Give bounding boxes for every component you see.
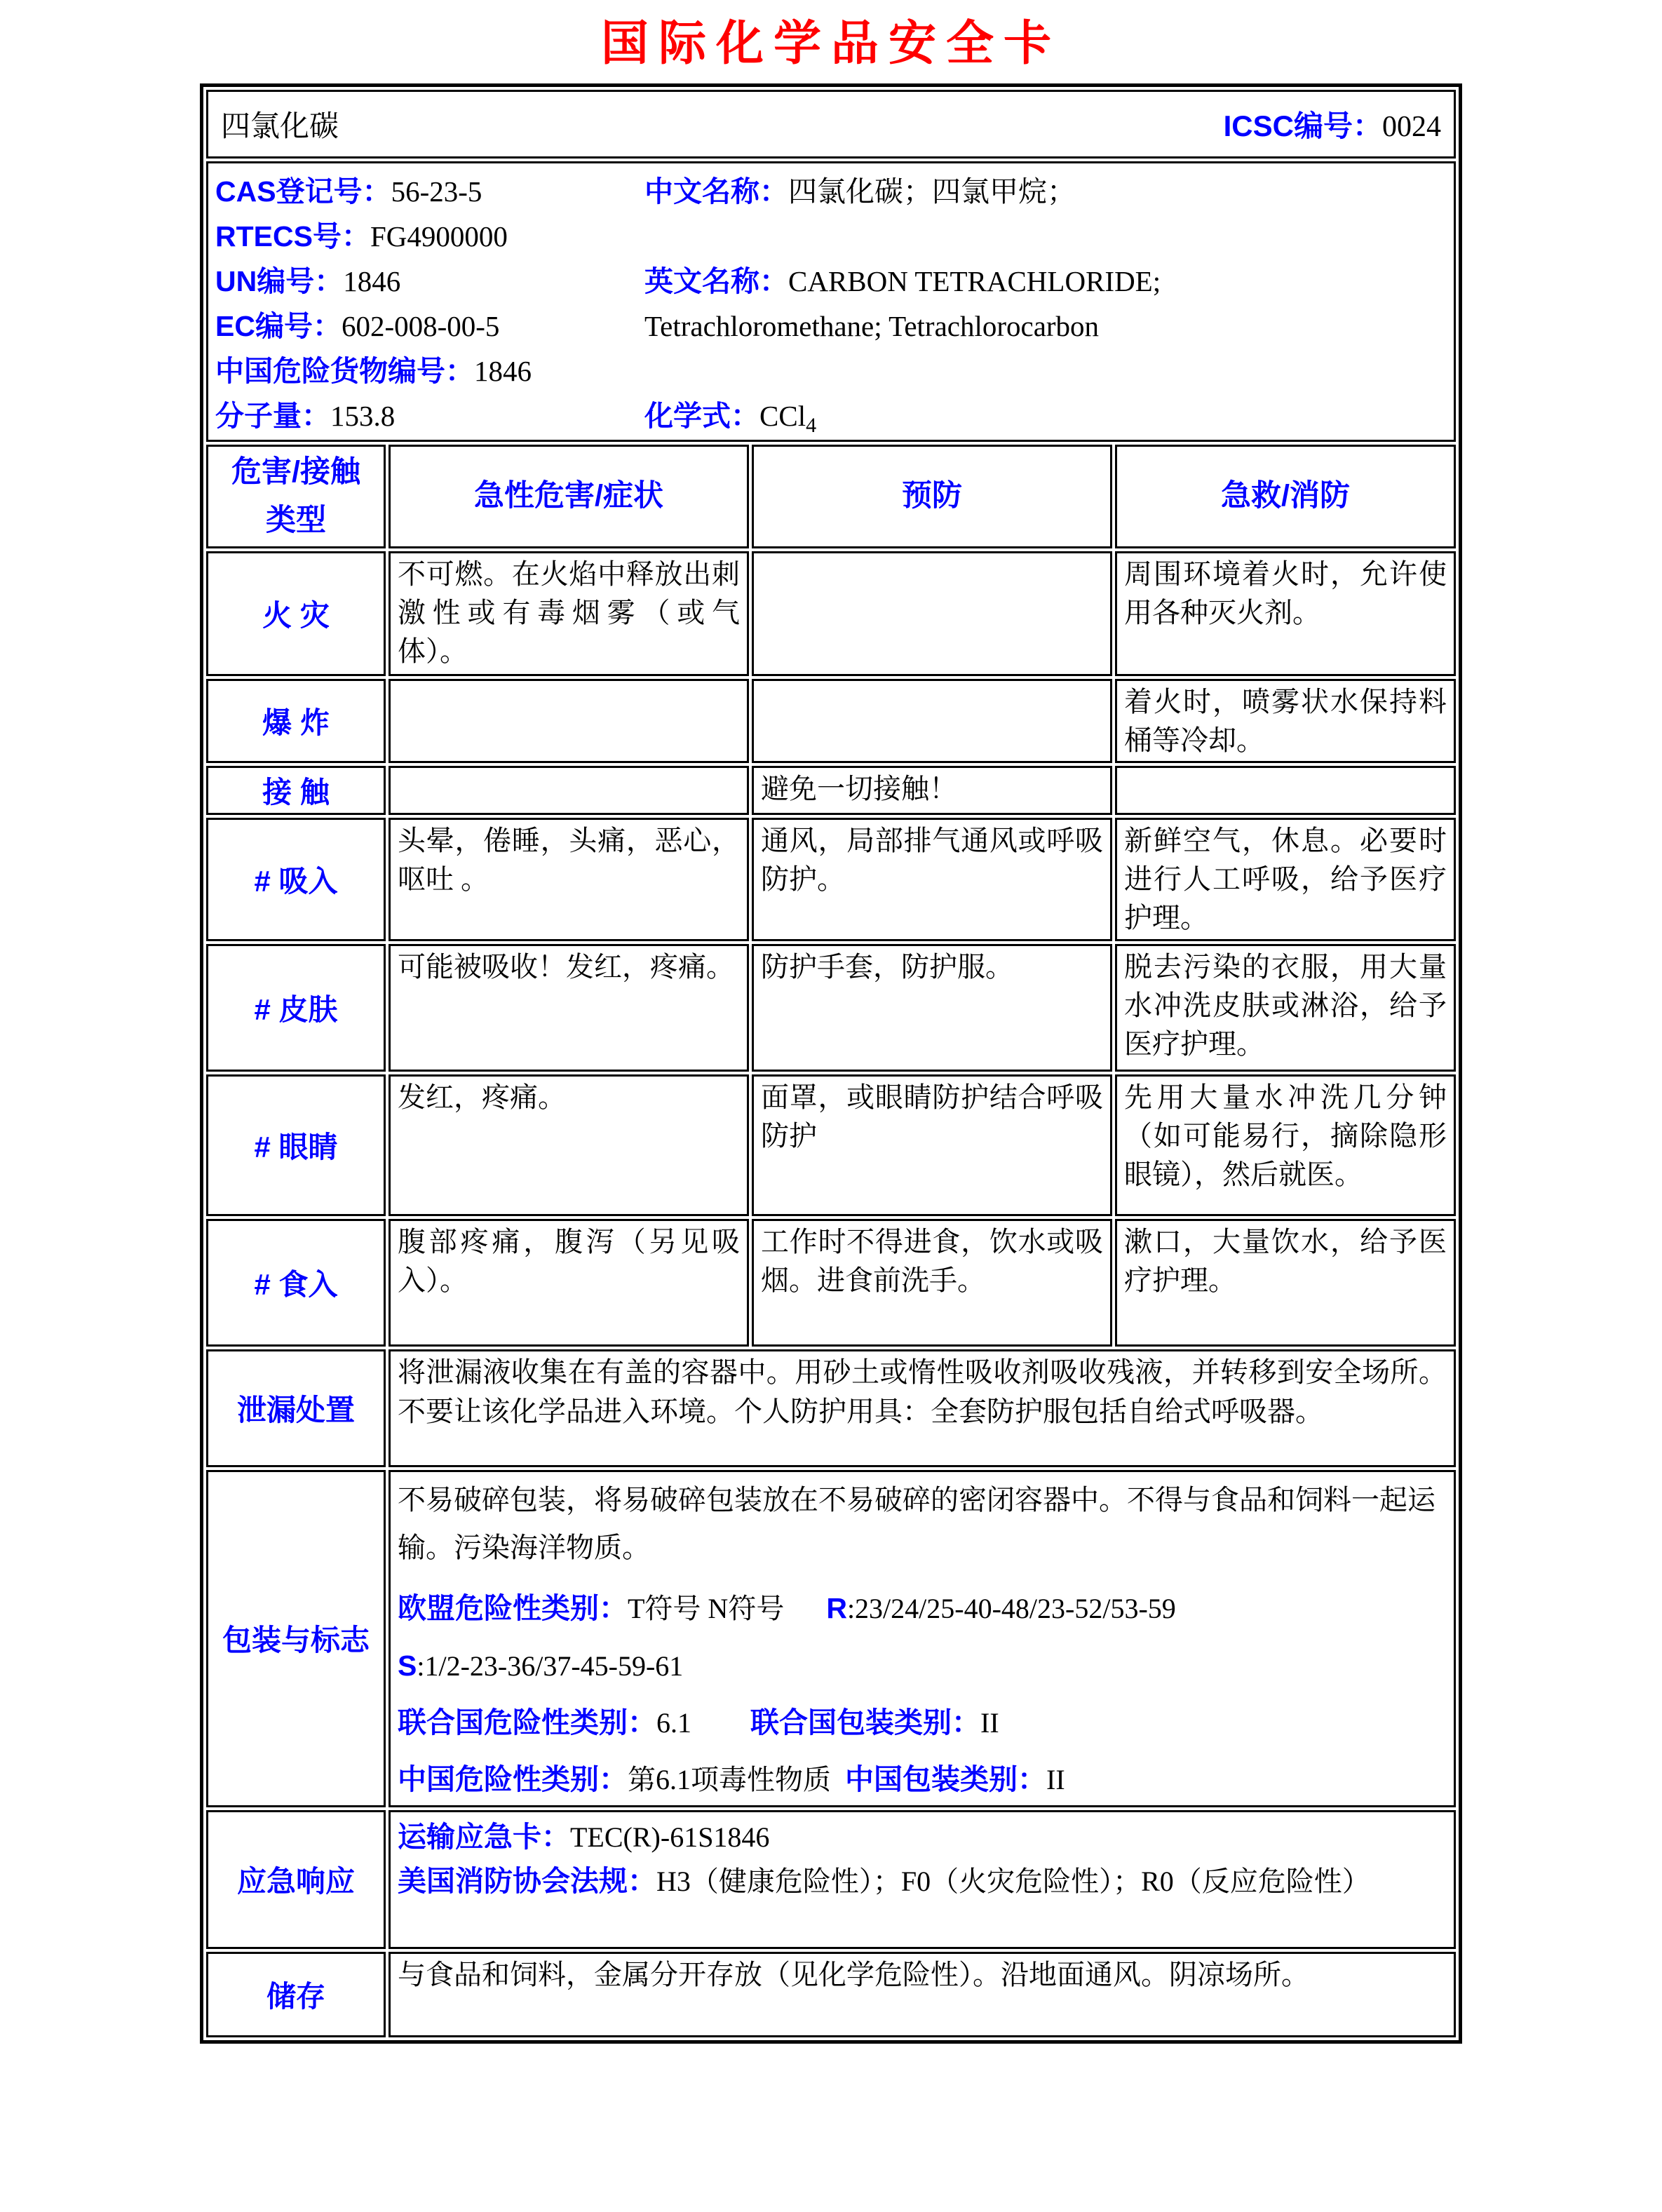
eyes-prevention: 面罩，或眼睛防护结合呼吸防护 bbox=[752, 1074, 1112, 1216]
skin-symptoms: 可能被吸收！发红，疼痛。 bbox=[389, 944, 749, 1072]
formula-subscript: 4 bbox=[806, 414, 817, 438]
r-phrases-label: R bbox=[826, 1592, 847, 1625]
header-first-aid: 急救/消防 bbox=[1115, 445, 1456, 548]
fire-first-aid: 周围环境着火时，允许使用各种灭火剂。 bbox=[1115, 551, 1456, 676]
fire-symptoms: 不可燃。在火焰中释放出刺激性或有毒烟雾（或气体）。 bbox=[389, 551, 749, 676]
blank-line bbox=[644, 214, 1447, 259]
eu-hazard-line bbox=[398, 1588, 1447, 1629]
storage-row bbox=[206, 1952, 1456, 2037]
icsc-card-table bbox=[200, 83, 1462, 2044]
inhalation-prevention: 通风，局部排气通风或呼吸防护。 bbox=[752, 818, 1112, 941]
un-hazard-class-value: 6.1 bbox=[656, 1707, 691, 1739]
eyes-symptoms: 发红，疼痛。 bbox=[389, 1074, 749, 1216]
hazard-row-fire bbox=[206, 551, 1456, 676]
row-label-contact: 接 触 bbox=[206, 766, 386, 815]
packaging-cell bbox=[389, 1470, 1456, 1807]
skin-prevention: 防护手套，防护服。 bbox=[752, 944, 1112, 1072]
icsc-number-value: 0024 bbox=[1382, 111, 1441, 143]
name-row bbox=[206, 90, 1456, 159]
contact-symptoms bbox=[389, 766, 749, 815]
cas-value: 56-23-5 bbox=[391, 175, 482, 208]
packaging-intro: 不易破碎包装，将易破碎包装放在不易破碎的密闭容器中。不得与食品和饲料一起运输。污染海洋物质。 bbox=[398, 1483, 1435, 1564]
row-label-fire: 火 灾 bbox=[206, 551, 386, 676]
transport-card-value: TEC(R)-61S1846 bbox=[570, 1821, 770, 1853]
skin-first-aid: 脱去污染的衣服，用大量水冲洗皮肤或淋浴，给予医疗护理。 bbox=[1115, 944, 1456, 1072]
molweight-label: 分子量： bbox=[215, 400, 330, 432]
identifiers-left-column bbox=[215, 169, 644, 438]
transport-card-label: 运输应急卡： bbox=[398, 1820, 570, 1853]
cn-pack-group-label: 中国包装类别： bbox=[845, 1763, 1046, 1796]
molweight-value: 153.8 bbox=[330, 400, 396, 432]
english-name-line bbox=[644, 259, 1447, 304]
chinese-name-label: 中文名称： bbox=[644, 175, 788, 208]
s-phrases-value: :1/2-23-36/37-45-59-61 bbox=[417, 1650, 684, 1682]
row-label-inhalation: # 吸入 bbox=[206, 818, 386, 941]
inhalation-symptoms: 头晕，倦睡，头痛，恶心，呕吐 。 bbox=[389, 818, 749, 941]
english-name-value-1: CARBON TETRACHLORIDE; bbox=[788, 265, 1161, 297]
cn-pack-group-value: II bbox=[1046, 1764, 1065, 1796]
china-dg-label: 中国危险货物编号： bbox=[215, 355, 474, 387]
row-label-ingestion: # 食入 bbox=[206, 1219, 386, 1347]
cas-label: CAS登记号： bbox=[215, 175, 391, 208]
row-label-eyes: # 眼睛 bbox=[206, 1074, 386, 1216]
explosion-prevention bbox=[752, 679, 1112, 763]
chinese-name-value: 四氯化碳；四氯甲烷； bbox=[788, 175, 1076, 208]
molweight-line bbox=[215, 393, 644, 438]
s-phrases-line bbox=[398, 1645, 1447, 1687]
ec-line bbox=[215, 304, 644, 349]
hazard-row-eyes bbox=[206, 1074, 1456, 1216]
formula-label: 化学式： bbox=[644, 400, 759, 432]
packaging-row bbox=[206, 1470, 1456, 1807]
row-label-packaging: 包装与标志 bbox=[206, 1470, 386, 1807]
china-dg-value: 1846 bbox=[474, 355, 532, 387]
un-value: 1846 bbox=[343, 265, 401, 297]
eu-hazard-label: 欧盟危险性类别： bbox=[398, 1592, 628, 1625]
un-class-line bbox=[398, 1702, 1447, 1744]
english-name-label: 英文名称： bbox=[644, 265, 788, 297]
row-label-spill: 泄漏处置 bbox=[206, 1349, 386, 1467]
un-pack-group-value: II bbox=[980, 1707, 999, 1739]
hazard-row-contact bbox=[206, 766, 1456, 815]
nfpa-label: 美国消防协会法规： bbox=[398, 1865, 656, 1898]
spill-text: 将泄漏液收集在有盖的容器中。用砂土或惰性吸收剂吸收残液，并转移到安全场所。不要让该化学品进入环境。个人防护用具：全套防护服包括自给式呼吸器。 bbox=[389, 1349, 1456, 1467]
identifiers-cell bbox=[206, 161, 1456, 442]
cn-hazard-class-value: 第6.1项毒性物质 bbox=[628, 1764, 831, 1796]
explosion-first-aid: 着火时，喷雾状水保持料桶等冷却。 bbox=[1115, 679, 1456, 763]
contact-prevention: 避免一切接触！ bbox=[752, 766, 1112, 815]
ingestion-symptoms: 腹部疼痛，腹泻（另见吸入）。 bbox=[389, 1219, 749, 1347]
ec-value: 602-008-00-5 bbox=[341, 310, 500, 342]
un-label: UN编号： bbox=[215, 265, 344, 297]
row-label-storage: 储存 bbox=[206, 1952, 386, 2037]
contact-first-aid bbox=[1115, 766, 1456, 815]
header-hazard-type: 危害/接触类型 bbox=[206, 445, 386, 548]
inhalation-first-aid: 新鲜空气，休息。必要时进行人工呼吸，给予医疗护理。 bbox=[1115, 818, 1456, 941]
eyes-first-aid: 先用大量水冲洗几分钟（如可能易行，摘除隐形眼镜），然后就医。 bbox=[1115, 1074, 1456, 1216]
identifiers-right-column bbox=[644, 169, 1447, 438]
identifiers-row bbox=[206, 161, 1456, 442]
un-pack-group-label: 联合国包装类别： bbox=[750, 1706, 980, 1739]
icsc-number-label: ICSC编号： bbox=[1223, 109, 1382, 142]
formula-line bbox=[644, 393, 1447, 438]
explosion-symptoms bbox=[389, 679, 749, 763]
nfpa-value: H3（健康危险性）；F0（火灾危险性）；R0（反应危险性） bbox=[656, 1866, 1370, 1898]
transport-card-line bbox=[398, 1816, 1447, 1858]
un-hazard-class-label: 联合国危险性类别： bbox=[398, 1706, 656, 1739]
ingestion-first-aid: 漱口，大量饮水，给予医疗护理。 bbox=[1115, 1219, 1456, 1347]
r-phrases-value: :23/24/25-40-48/23-52/53-59 bbox=[846, 1593, 1176, 1625]
storage-text: 与食品和饲料，金属分开存放（见化学危险性）。沿地面通风。阴凉场所。 bbox=[389, 1952, 1456, 2037]
rtecs-line bbox=[215, 214, 644, 259]
page-title: 国际化学品安全卡 bbox=[600, 17, 1061, 70]
hazard-row-inhalation bbox=[206, 818, 1456, 941]
cn-class-line bbox=[398, 1759, 1447, 1800]
icsc-number bbox=[1224, 103, 1441, 145]
hazard-row-skin bbox=[206, 944, 1456, 1072]
header-acute-symptoms: 急性危害/症状 bbox=[389, 445, 749, 548]
cas-line bbox=[215, 169, 644, 214]
emergency-cell bbox=[389, 1810, 1456, 1949]
ec-label: EC编号： bbox=[215, 310, 342, 342]
row-label-explosion: 爆 炸 bbox=[206, 679, 386, 763]
emergency-row bbox=[206, 1810, 1456, 1949]
cn-hazard-class-label: 中国危险性类别： bbox=[398, 1763, 628, 1796]
name-cell bbox=[206, 90, 1456, 159]
fire-prevention bbox=[752, 551, 1112, 676]
eu-hazard-value: T符号 N符号 bbox=[628, 1593, 785, 1625]
ingestion-prevention: 工作时不得进食，饮水或吸烟。进食前洗手。 bbox=[752, 1219, 1112, 1347]
header-prevention: 预防 bbox=[752, 445, 1112, 548]
blank-line bbox=[644, 349, 1447, 393]
chinese-name-line bbox=[644, 169, 1447, 214]
formula-base: CCl bbox=[759, 400, 806, 432]
s-phrases-label: S bbox=[398, 1649, 417, 1682]
hazard-header-row bbox=[206, 445, 1456, 548]
english-name-line-2 bbox=[644, 304, 1447, 349]
chemical-name: 四氯化碳 bbox=[221, 111, 339, 143]
hazard-row-ingestion bbox=[206, 1219, 1456, 1347]
rtecs-label: RTECS号： bbox=[215, 220, 370, 252]
spill-row bbox=[206, 1349, 1456, 1467]
hazard-row-explosion bbox=[206, 679, 1456, 763]
row-label-emergency: 应急响应 bbox=[206, 1810, 386, 1949]
china-dg-line bbox=[215, 349, 644, 393]
rtecs-value: FG4900000 bbox=[370, 220, 508, 252]
un-line bbox=[215, 259, 644, 304]
nfpa-line bbox=[398, 1861, 1447, 1902]
english-name-value-2: Tetrachloromethane; Tetrachlorocarbon bbox=[644, 310, 1100, 342]
row-label-skin: # 皮肤 bbox=[206, 944, 386, 1072]
